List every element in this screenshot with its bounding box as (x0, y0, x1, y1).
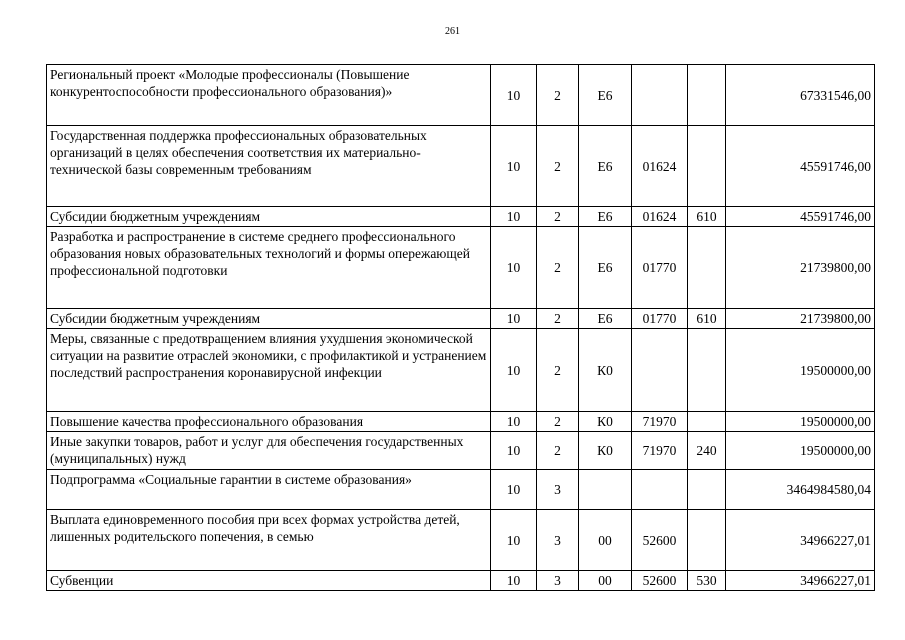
row-program (579, 470, 632, 510)
row-amount: 21739800,00 (726, 227, 875, 309)
row-section: 10 (491, 432, 537, 470)
row-program: К0 (579, 329, 632, 412)
row-section: 10 (491, 510, 537, 571)
row-amount: 19500000,00 (726, 432, 875, 470)
table-row (47, 309, 875, 329)
row-direction: 52600 (632, 571, 688, 591)
row-amount: 34966227,01 (726, 571, 875, 591)
row-direction: 01624 (632, 126, 688, 207)
row-amount: 45591746,00 (726, 126, 875, 207)
row-amount: 67331546,00 (726, 65, 875, 126)
row-program: 00 (579, 571, 632, 591)
row-name: Субвенции (47, 571, 491, 591)
row-program: Е6 (579, 207, 632, 227)
row-section: 10 (491, 571, 537, 591)
row-amount: 19500000,00 (726, 412, 875, 432)
row-expense-type (688, 470, 726, 510)
row-name: Подпрограмма «Социальные гарантии в системе образования» (47, 470, 491, 510)
row-name: Разработка и распространение в системе среднего профессионального образования новых образовательных технологий и формы опережающей профессиональной подготовки (47, 227, 491, 309)
row-expense-type (688, 329, 726, 412)
row-direction: 01624 (632, 207, 688, 227)
row-amount: 3464984580,04 (726, 470, 875, 510)
row-program: К0 (579, 432, 632, 470)
page-number: 261 (445, 26, 460, 37)
row-section: 10 (491, 227, 537, 309)
table-row (47, 510, 875, 571)
table-row (47, 412, 875, 432)
row-subsection: 2 (537, 207, 579, 227)
row-name: Субсидии бюджетным учреждениям (47, 207, 491, 227)
row-section: 10 (491, 207, 537, 227)
row-section: 10 (491, 412, 537, 432)
table-row (47, 65, 875, 126)
row-subsection: 2 (537, 432, 579, 470)
table-row (47, 470, 875, 510)
row-program: Е6 (579, 309, 632, 329)
row-direction (632, 65, 688, 126)
row-name: Повышение качества профессионального образования (47, 412, 491, 432)
row-subsection: 3 (537, 510, 579, 571)
budget-table (46, 64, 875, 591)
row-subsection: 2 (537, 412, 579, 432)
row-direction (632, 470, 688, 510)
row-subsection: 3 (537, 571, 579, 591)
row-program: Е6 (579, 126, 632, 207)
row-direction: 71970 (632, 412, 688, 432)
row-name: Субсидии бюджетным учреждениям (47, 309, 491, 329)
table-row (47, 571, 875, 591)
row-name: Меры, связанные с предотвращением влияния ухудшения экономической ситуации на развитие отраслей экономики, с профилактикой и устранением последствий распространения коронавирусной инфекции (47, 329, 491, 412)
row-section: 10 (491, 65, 537, 126)
row-name: Региональный проект «Молодые профессионалы (Повышение конкурентоспособности профессионального образования)» (47, 65, 491, 126)
row-direction: 01770 (632, 227, 688, 309)
row-name: Выплата единовременного пособия при всех формах устройства детей, лишенных родительского попечения, в семью (47, 510, 491, 571)
row-direction: 52600 (632, 510, 688, 571)
row-expense-type: 530 (688, 571, 726, 591)
row-name: Иные закупки товаров, работ и услуг для обеспечения государственных (муниципальных) нужд (47, 432, 491, 470)
row-program: К0 (579, 412, 632, 432)
row-amount: 45591746,00 (726, 207, 875, 227)
table-row (47, 126, 875, 207)
row-amount: 19500000,00 (726, 329, 875, 412)
table-row (47, 227, 875, 309)
row-expense-type (688, 510, 726, 571)
row-expense-type (688, 412, 726, 432)
row-program: 00 (579, 510, 632, 571)
row-subsection: 3 (537, 470, 579, 510)
row-expense-type (688, 65, 726, 126)
row-direction: 71970 (632, 432, 688, 470)
row-section: 10 (491, 126, 537, 207)
row-subsection: 2 (537, 329, 579, 412)
row-expense-type: 610 (688, 309, 726, 329)
table-row (47, 432, 875, 470)
row-amount: 34966227,01 (726, 510, 875, 571)
row-expense-type (688, 227, 726, 309)
row-section: 10 (491, 470, 537, 510)
row-subsection: 2 (537, 309, 579, 329)
row-name: Государственная поддержка профессиональных образовательных организаций в целях обеспечения соответствия их материально-технической базы современным требованиям (47, 126, 491, 207)
row-subsection: 2 (537, 126, 579, 207)
row-amount: 21739800,00 (726, 309, 875, 329)
row-subsection: 2 (537, 65, 579, 126)
row-direction (632, 329, 688, 412)
row-expense-type: 240 (688, 432, 726, 470)
row-section: 10 (491, 309, 537, 329)
row-section: 10 (491, 329, 537, 412)
row-program: Е6 (579, 65, 632, 126)
row-program: Е6 (579, 227, 632, 309)
table-row (47, 207, 875, 227)
row-subsection: 2 (537, 227, 579, 309)
table-row (47, 329, 875, 412)
row-direction: 01770 (632, 309, 688, 329)
row-expense-type (688, 126, 726, 207)
row-expense-type: 610 (688, 207, 726, 227)
